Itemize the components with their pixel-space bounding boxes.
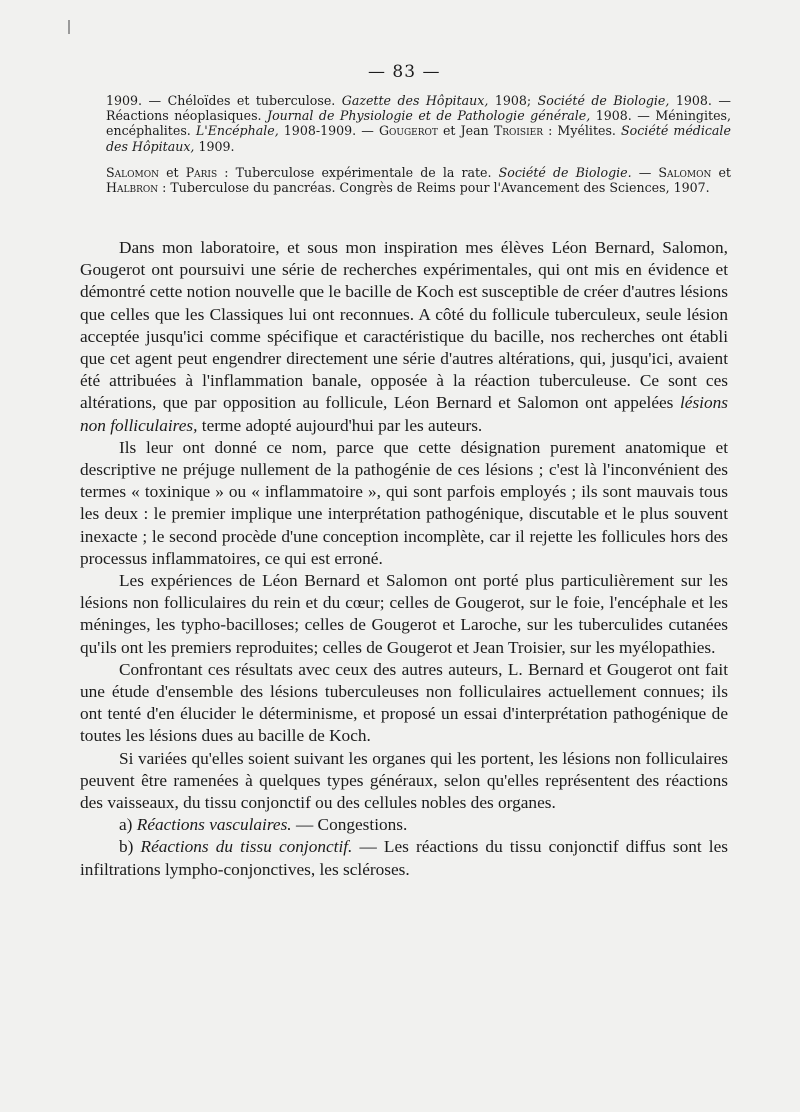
reference-1: 1909. — Chéloïdes et tuberculose. Gazette des Hôpitaux, 1908; Société de Biologie, 1908. — Réactions néoplasiques. Journal de Physiologie et de Pathologie générale, 1908. — Méningites, encéphalites. L'Encéphale, 1908-1909. — Gougerot et Jean Troisier : Myélites. Société médicale des Hôpitaux, 1909. xyxy=(106,93,731,154)
paragraph-5: Si variées qu'elles soient suivant les organes qui les portent, les lésions non folliculaires peuvent être ramenées à quelques types généraux, selon qu'elles représentent des réactions des vaisseaux, du tissu conjonctif ou des cellules nobles des organes. xyxy=(80,748,728,813)
scan-mark xyxy=(68,20,70,34)
paragraph-1: Dans mon laboratoire, et sous mon inspiration mes élèves Léon Bernard, Salomon, Gougerot ont poursuivi une série de recherches expérimentales, qui ont mis en évidence et démontré cette notion nouvelle que le bacille de Koch est susceptible de créer d'autres lésions que celles que les Classiques lui ont reconnues. A côté du follicule tuberculeux, seule lésion acceptée jusqu'ici comme spécifique et caractéristique du bacille, nos recherches ont établi que cet agent peut engendrer directement une série d'autres altérations, qui, jusqu'ici, avaient été attribuées à l'inflammation banale, opposée à la réaction tuberculeuse. Ce sont ces altérations, que par opposition au follicule, Léon Bernard et Salomon ont appelées lésions non folliculaires, terme adopté aujourd'hui par les auteurs. xyxy=(80,238,728,435)
paragraph-3: Les expériences de Léon Bernard et Salomon ont porté plus particulièrement sur les lésions non folliculaires du rein et du cœur; celles de Gougerot, sur le foie, l'encéphale et les méninges, les typho-bacilloses; celles de Gougerot et Laroche, sur les tuberculides cutanées qu'ils ont les premiers reproduites; celles de Gougerot et Jean Troisier, sur les myélopathies. xyxy=(80,571,728,657)
paragraph-2: Ils leur ont donné ce nom, parce que cette désignation purement anatomique et descriptive ne préjuge nullement de la pathogénie de ces lésions ; c'est là l'inconvénient des termes « toxinique » ou « inflammatoire », qui sont parfois employés ; ils sont mauvais tous les deux : le premier implique une interprétation pathogénique, discutable et le plus souvent inexacte ; le second procède d'une conception incomplète, car il rejette les follicules hors des processus inflammatoires, ce qui est erroné. xyxy=(80,437,728,568)
paragraph-4: Confrontant ces résultats avec ceux des autres auteurs, L. Bernard et Gougerot ont fait une étude d'ensemble des lésions tuberculeuses non folliculaires actuellement connues; ils ont tenté d'en élucider le déterminisme, et proposé un essai d'interprétation pathogénique de toutes les lésions dues au bacille de Koch. xyxy=(80,659,728,746)
main-text xyxy=(80,237,728,881)
list-item-b: b) Réactions du tissu conjonctif. — Les réactions du tissu conjonctif diffus sont les infiltrations lympho-conjonctives, les scléroses. xyxy=(80,837,728,879)
references-block xyxy=(106,93,731,195)
reference-2: Salomon et Paris : Tuberculose expérimentale de la rate. Société de Biologie. — Salomon et Halbron : Tuberculose du pancréas. Congrès de Reims pour l'Avancement des Sciences, 1907. xyxy=(106,164,731,196)
list-item-a: a) Réactions vasculaires. — Congestions. xyxy=(119,815,408,835)
page-number: — 83 — xyxy=(368,62,441,82)
